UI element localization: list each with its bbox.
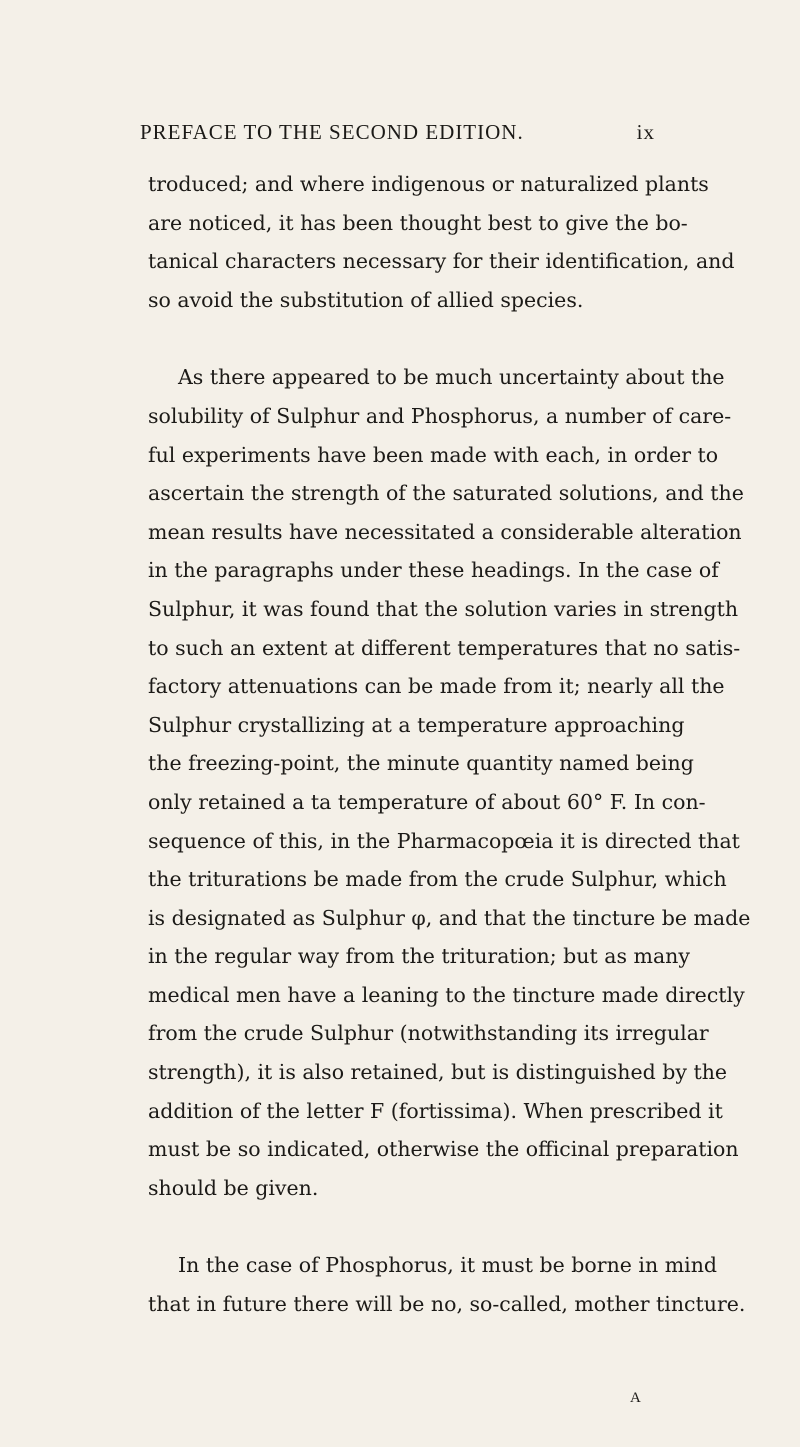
text-line: the freezing-point, the minute quantity named being xyxy=(148,751,694,776)
text-line: mean results have necessitated a considerable alteration xyxy=(148,519,742,544)
text-line: sequence of this, in the Pharmacopœia it is directed that xyxy=(148,828,740,853)
body-text xyxy=(148,165,751,1324)
text-line: must be so indicated, otherwise the officinal preparation xyxy=(148,1137,739,1162)
text-line: so avoid the substitution of allied species. xyxy=(148,287,584,312)
text-line: ascertain the strength of the saturated solutions, and the xyxy=(148,481,744,506)
text-line: tanical characters necessary for their identification, and xyxy=(148,249,735,274)
text-line: Sulphur, it was found that the solution varies in strength xyxy=(148,596,739,621)
text-line: factory attenuations can be made from it; nearly all the xyxy=(148,674,725,699)
paragraph-phosphorus xyxy=(148,1246,746,1323)
text-line: should be given. xyxy=(148,1175,319,1200)
text-line: Sulphur crystallizing at a temperature approaching xyxy=(148,712,685,737)
text-line: ful experiments have been made with each, in order to xyxy=(148,442,719,467)
text-line: As there appeared to be much uncertainty about the xyxy=(178,365,725,390)
text-line: strength), it is also retained, but is distinguished by the xyxy=(148,1060,728,1085)
text-line: only retained a ta temperature of about 60° F. In con- xyxy=(148,789,706,814)
text-line: are noticed, it has been thought best to give the bo- xyxy=(148,210,688,235)
paragraph-sulphur-phosphorus xyxy=(148,358,751,1207)
running-title: PREFACE TO THE SECOND EDITION. xyxy=(140,120,524,144)
running-head xyxy=(140,120,655,150)
text-line: that in future there will be no, so-called, mother tincture. xyxy=(148,1292,746,1317)
text-line: the triturations be made from the crude Sulphur, which xyxy=(148,867,727,892)
text-line: troduced; and where indigenous or naturalized plants xyxy=(148,172,709,196)
paragraph-spacer xyxy=(148,1207,658,1246)
signature-mark: A xyxy=(630,1390,642,1406)
text-line: from the crude Sulphur (notwithstanding its irregular xyxy=(148,1021,709,1046)
text-line: to such an extent at different temperatures that no satis- xyxy=(148,635,741,660)
paragraph-intro-continuation xyxy=(148,165,735,319)
text-line: In the case of Phosphorus, it must be borne in mind xyxy=(178,1253,718,1278)
paragraph-spacer xyxy=(148,319,658,358)
text-line: medical men have a leaning to the tincture made directly xyxy=(148,982,745,1007)
text-line: is designated as Sulphur φ, and that the tincture be made xyxy=(148,905,751,930)
text-line: addition of the letter F (fortissima). When prescribed it xyxy=(148,1098,723,1123)
text-line: solubility of Sulphur and Phosphorus, a number of care- xyxy=(148,403,732,428)
page-number: ix xyxy=(636,120,655,144)
text-line: in the regular way from the trituration; but as many xyxy=(148,944,690,969)
text-line: in the paragraphs under these headings. In the case of xyxy=(148,558,719,583)
